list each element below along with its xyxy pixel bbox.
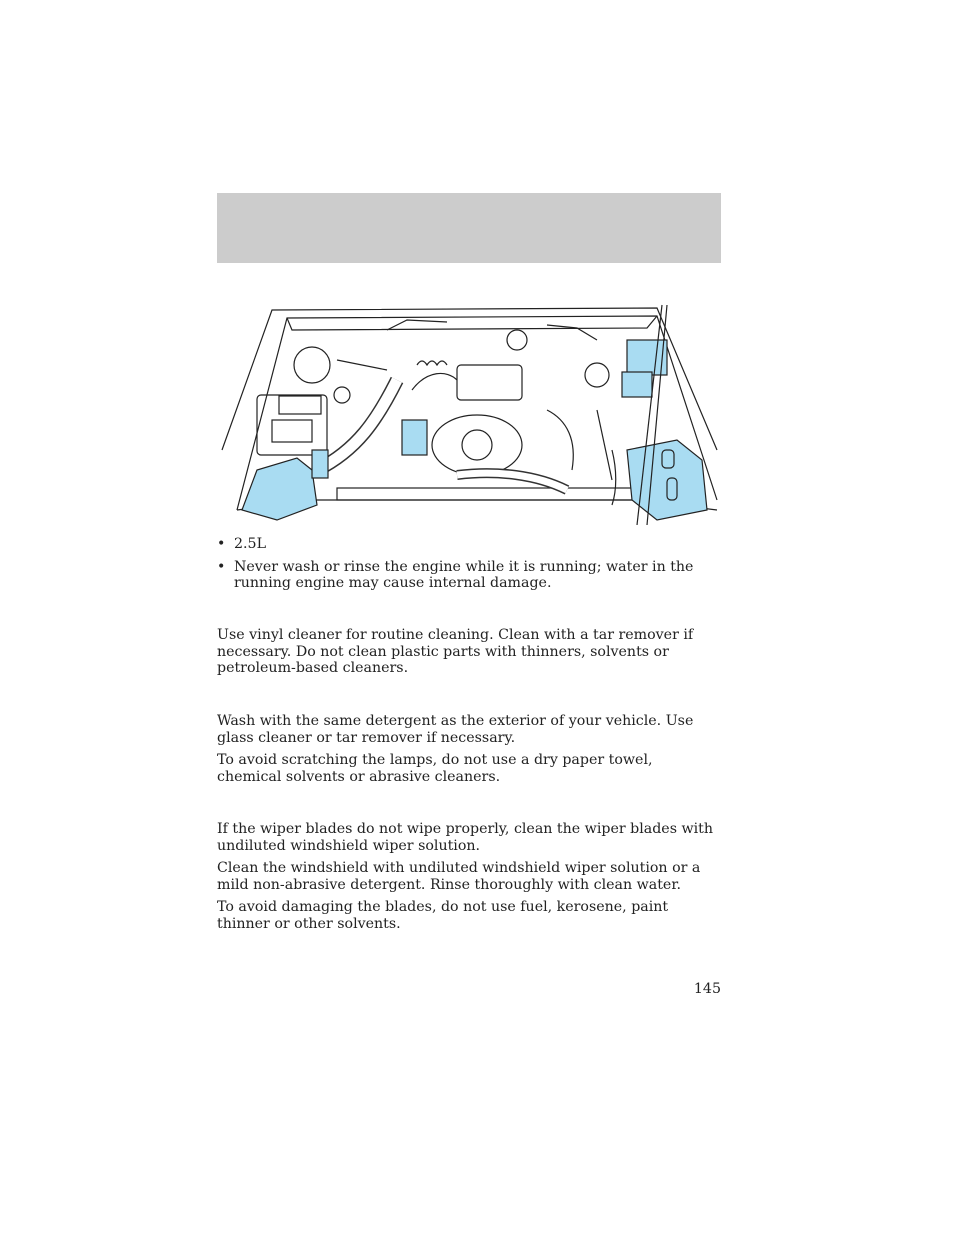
list-item	[217, 536, 721, 553]
engine-notes-list	[217, 536, 721, 598]
bullet-text: Never wash or rinse the engine while it is running; water in the running engine may cause internal damage.	[234, 558, 694, 591]
engine-compartment-illustration	[217, 300, 721, 525]
page-number: 145	[693, 981, 721, 997]
wipers-paragraph-1: If the wiper blades do not wipe properly, clean the wiper blades with undiluted windshield wiper solution.	[217, 821, 713, 854]
battery-left	[257, 395, 327, 455]
bullet-dot: •	[217, 558, 226, 575]
plastic-parts-section	[217, 627, 721, 677]
lamps-section	[217, 713, 721, 785]
list-item	[217, 559, 721, 592]
air-filter-highlight	[242, 458, 317, 520]
wipers-paragraph-2: Clean the windshield with undiluted windshield wiper solution or a mild non-abrasive detergent. Rinse thoroughly with clean water.	[217, 860, 701, 893]
plastic-parts-paragraph: Use vinyl cleaner for routine cleaning. Clean with a tar remover if necessary. Do not clean plastic parts with thinners, solvents or petroleum-based cleaners.	[217, 627, 694, 676]
engine-block	[432, 415, 522, 475]
bullet-dot: •	[217, 536, 226, 552]
bullet-text: 2.5L	[234, 536, 266, 552]
section-header-band	[217, 193, 721, 263]
lamps-paragraph-1: Wash with the same detergent as the exterior of your vehicle. Use glass cleaner or tar remover if necessary.	[217, 713, 694, 746]
wipers-section	[217, 821, 721, 932]
lamps-paragraph-2: To avoid scratching the lamps, do not use a dry paper towel, chemical solvents or abrasive cleaners.	[217, 752, 653, 785]
wipers-paragraph-3: To avoid damaging the blades, do not use fuel, kerosene, paint thinner or other solvents.	[217, 899, 669, 932]
